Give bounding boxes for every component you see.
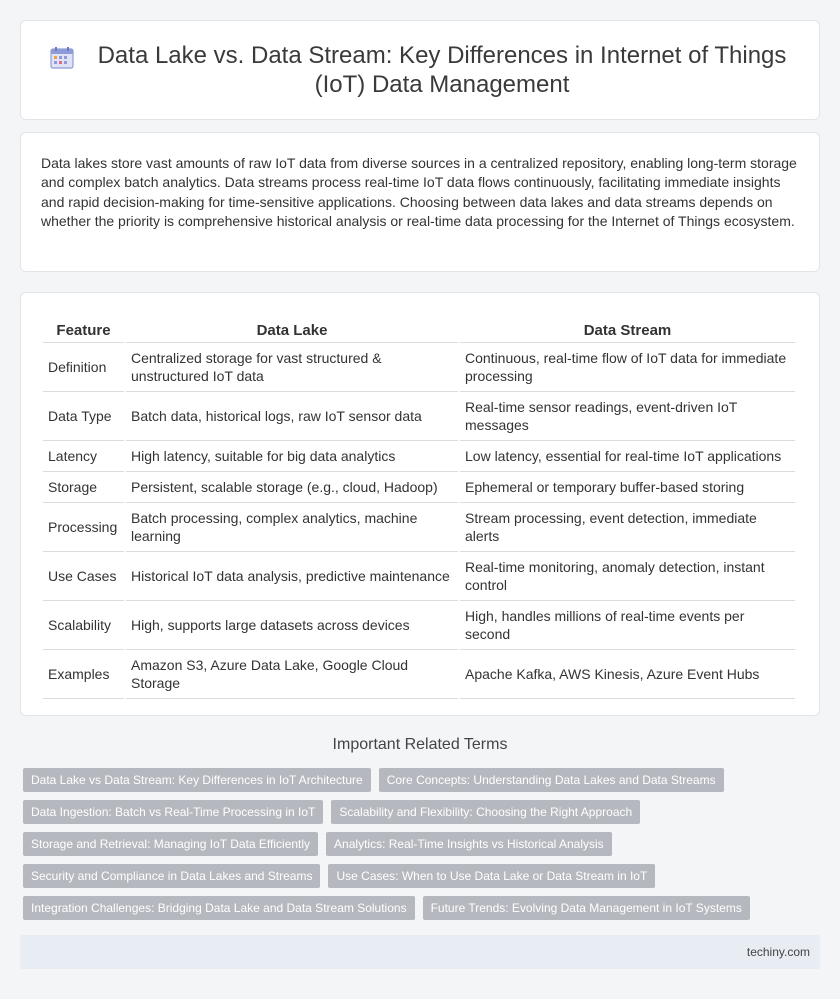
feature-cell: Definition [43, 343, 124, 392]
table-row [43, 392, 795, 441]
title-wrap [50, 41, 790, 99]
feature-cell: Scalability [43, 601, 124, 650]
tag-row [23, 864, 823, 888]
data-lake-cell: Batch processing, complex analytics, machine learning [126, 503, 458, 552]
related-term-tag[interactable]: Data Ingestion: Batch vs Real-Time Processing in IoT [23, 800, 323, 824]
feature-cell: Storage [43, 472, 124, 503]
data-stream-cell: Stream processing, event detection, immediate alerts [460, 503, 795, 552]
footer [20, 935, 820, 969]
related-term-tag[interactable]: Storage and Retrieval: Managing IoT Data Efficiently [23, 832, 318, 856]
table-row [43, 441, 795, 472]
data-stream-cell: Continuous, real-time flow of IoT data for immediate processing [460, 343, 795, 392]
data-stream-cell: Low latency, essential for real-time IoT applications [460, 441, 795, 472]
feature-cell: Use Cases [43, 552, 124, 601]
tag-row [23, 832, 823, 856]
table-row [43, 503, 795, 552]
feature-cell: Latency [43, 441, 124, 472]
intro-paragraph: Data lakes store vast amounts of raw IoT data from diverse sources in a centralized repository, enabling long-term storage and complex batch analytics. Data streams process real-time IoT data flows continuously, facilitating immediate insights and rapid decision-making for time-sensitive applications. Choosing between data lakes and data streams depends on whether the priority is comprehensive historical analysis or real-time data processing for the Internet of Things ecosystem. [41, 155, 797, 230]
related-term-tag[interactable]: Core Concepts: Understanding Data Lakes and Data Streams [379, 768, 724, 792]
related-term-tag[interactable]: Use Cases: When to Use Data Lake or Data Stream in IoT [328, 864, 655, 888]
related-terms-list [23, 768, 823, 928]
table-row [43, 552, 795, 601]
tag-row [23, 768, 823, 792]
data-stream-cell: Real-time monitoring, anomaly detection, instant control [460, 552, 795, 601]
data-stream-cell: Ephemeral or temporary buffer-based storing [460, 472, 795, 503]
table-row [43, 650, 795, 699]
related-term-tag[interactable]: Data Lake vs Data Stream: Key Differences in IoT Architecture [23, 768, 371, 792]
data-lake-cell: High, supports large datasets across devices [126, 601, 458, 650]
related-term-tag[interactable]: Scalability and Flexibility: Choosing the Right Approach [331, 800, 640, 824]
header-data-lake: Data Lake [126, 313, 458, 343]
table-row [43, 343, 795, 392]
related-term-tag[interactable]: Security and Compliance in Data Lakes and Streams [23, 864, 320, 888]
feature-cell: Examples [43, 650, 124, 699]
header-data-stream: Data Stream [460, 313, 795, 343]
page-title: Data Lake vs. Data Stream: Key Differences in Internet of Things (IoT) Data Management [97, 42, 787, 98]
feature-cell: Data Type [43, 392, 124, 441]
intro-card [20, 132, 820, 272]
feature-cell: Processing [43, 503, 124, 552]
title-card [20, 20, 820, 120]
data-stream-cell: High, handles millions of real-time events per second [460, 601, 795, 650]
related-terms-heading: Important Related Terms [332, 736, 508, 753]
data-stream-cell: Apache Kafka, AWS Kinesis, Azure Event Hubs [460, 650, 795, 699]
tag-row [23, 896, 823, 920]
data-lake-cell: High latency, suitable for big data analytics [126, 441, 458, 472]
data-lake-cell: Historical IoT data analysis, predictive maintenance [126, 552, 458, 601]
data-lake-cell: Centralized storage for vast structured & unstructured IoT data [126, 343, 458, 392]
footer-site-link[interactable]: techiny.com [746, 945, 810, 959]
header-feature: Feature [43, 313, 124, 343]
calendar-grid-icon [50, 47, 74, 69]
data-lake-cell: Amazon S3, Azure Data Lake, Google Cloud Storage [126, 650, 458, 699]
table-header-row [43, 313, 795, 343]
data-stream-cell: Real-time sensor readings, event-driven IoT messages [460, 392, 795, 441]
comparison-card [20, 292, 820, 716]
data-lake-cell: Batch data, historical logs, raw IoT sensor data [126, 392, 458, 441]
related-term-tag[interactable]: Integration Challenges: Bridging Data Lake and Data Stream Solutions [23, 896, 415, 920]
data-lake-cell: Persistent, scalable storage (e.g., cloud, Hadoop) [126, 472, 458, 503]
comparison-table [41, 313, 797, 699]
related-term-tag[interactable]: Analytics: Real-Time Insights vs Historical Analysis [326, 832, 612, 856]
table-row [43, 472, 795, 503]
related-term-tag[interactable]: Future Trends: Evolving Data Management in IoT Systems [423, 896, 750, 920]
tag-row [23, 800, 823, 824]
table-row [43, 601, 795, 650]
